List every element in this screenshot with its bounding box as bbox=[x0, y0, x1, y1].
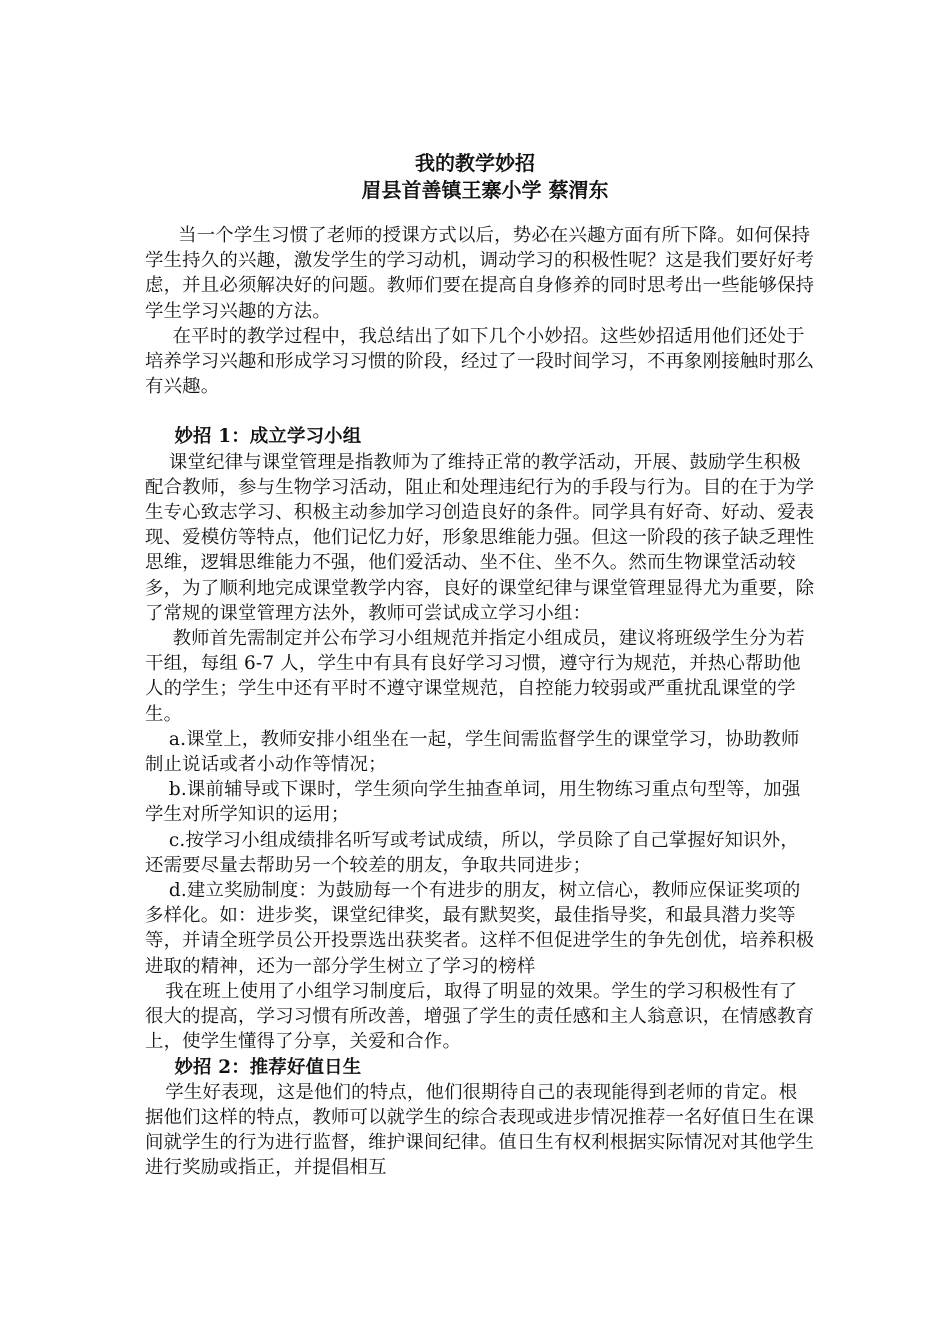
document-author-line: 眉县首善镇王寨小学 蔡渭东 bbox=[361, 178, 609, 202]
paragraph-section1-2: 教师首先需制定并公布学习小组规范并指定小组成员，建议将班级学生分为若干组，每组 6-7 人，学生中有具有良好学习习惯，遵守行为规范，并热心帮助他人的学生；学生中还有平时不遵守课堂规范，自控能力较弱或严重扰乱课堂的学生。 bbox=[145, 628, 805, 725]
paragraph-gap bbox=[145, 399, 815, 424]
section-heading-2: 妙招 2：推荐好值日生 bbox=[174, 1056, 362, 1078]
document-title: 我的教学妙招 bbox=[415, 151, 535, 175]
paragraph-section1-result: 我在班上使用了小组学习制度后，取得了明显的效果。学生的学习积极性有了很大的提高，学习习惯有所改善，增强了学生的责任感和主人翁意识，在情感教育上，使学生懂得了分享，关爱和合作。 bbox=[145, 980, 815, 1053]
paragraph-intro-2: 在平时的教学过程中，我总结出了如下几个小妙招。这些妙招适用他们还处于培养学习兴趣和形成学习习惯的阶段，经过了一段时间学习，不再象刚接触时那么有兴趣。 bbox=[145, 325, 815, 398]
paragraph-section1-1: 课堂纪律与课堂管理是指教师为了维持正常的教学活动，开展、鼓励学生积极配合教师，参与生物学习活动，阻止和处理违纪行为的手段与行为。目的在于为学生专心致志学习、积极主动参加学习创造良好的条件。同学具有好奇、好动、爱表现、爱模仿等特点，他们记忆力好，形象思维能力强。但这一阶段的孩子缺乏理性思维，逻辑思维能力不强，他们爱活动、坐不住、坐不久。然而生物课堂活动较多，为了顺利地完成课堂教学内容，良好的课堂纪律与课堂管理显得尤为重要，除了常规的课堂管理方法外，教师可尝试成立学习小组： bbox=[145, 451, 815, 624]
document-body bbox=[145, 223, 815, 1181]
list-item-c: c.按学习小组成绩排名听写或考试成绩，所以，学员除了自己掌握好知识外，还需要尽量去帮助另一个较差的朋友，争取共同进步； bbox=[145, 829, 799, 876]
list-item-b: b.课前辅导或下课时，学生须向学生抽查单词，用生物练习重点句型等，加强学生对所学知识的运用； bbox=[145, 779, 801, 826]
section-heading-1: 妙招 1：成立学习小组 bbox=[174, 426, 362, 448]
paragraph-section2-1: 学生好表现，这是他们的特点，他们很期待自己的表现能得到老师的肯定。根据他们这样的特点，教师可以就学生的综合表现或进步情况推荐一名好值日生在课间就学生的行为进行监督，维护课间纪律。值日生有权利根据实际情况对其他学生进行奖励或指正，并提倡相互 bbox=[145, 1081, 815, 1179]
list-item-d: d.建立奖励制度：为鼓励每一个有进步的朋友，树立信心，教师应保证奖项的多样化。如：进步奖，课堂纪律奖，最有默契奖，最佳指导奖，和最具潜力奖等等，并请全班学员公开投票选出获奖者。这样不但促进学生的争先创优，培养积极进取的精神，还为一部分学生树立了学习的榜样 bbox=[145, 880, 815, 977]
paragraph-intro-1: 当一个学生习惯了老师的授课方式以后，势必在兴趣方面有所下降。如何保持学生持久的兴趣，激发学生的学习动机，调动学习的积极性呢？这是我们要好好考虑，并且必须解决好的问题。教师们要在提高自身修养的同时思考出一些能够保持学生学习兴趣的方法。 bbox=[145, 225, 815, 322]
list-item-a: a.课堂上，教师安排小组坐在一起，学生间需监督学生的课堂学习，协助教师制止说话或者小动作等情况； bbox=[145, 728, 800, 776]
